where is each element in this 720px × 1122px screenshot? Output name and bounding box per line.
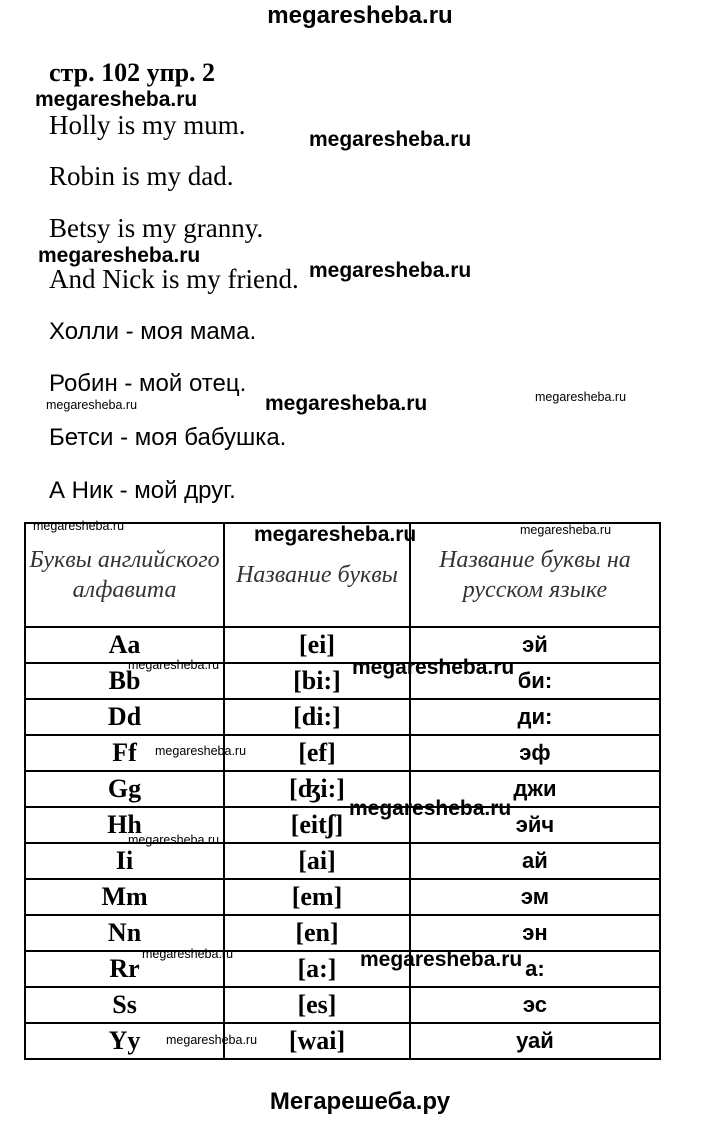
watermark: megaresheba.ru xyxy=(535,390,627,404)
cell-letter: Nn xyxy=(25,915,224,951)
cell-letter: Dd xyxy=(25,699,224,735)
cell-transcription: [ʤi:] xyxy=(224,771,410,807)
watermark: megaresheba.ru xyxy=(309,259,472,282)
site-header: megaresheba.ru xyxy=(267,2,453,29)
watermark: megaresheba.ru xyxy=(520,523,612,537)
cell-russian-name: джи xyxy=(410,771,660,807)
cell-transcription: [di:] xyxy=(224,699,410,735)
watermark: megaresheba.ru xyxy=(128,658,220,672)
header-letter-name: Название буквы xyxy=(224,523,410,627)
table-row xyxy=(25,771,660,807)
cell-transcription: [eitʃ] xyxy=(224,807,410,843)
table-body xyxy=(25,627,660,1059)
cell-russian-name: уай xyxy=(410,1023,660,1059)
alphabet-table xyxy=(24,522,661,1060)
watermark: megaresheba.ru xyxy=(254,523,417,546)
cell-russian-name: эн xyxy=(410,915,660,951)
english-line-4: And Nick is my friend. xyxy=(49,264,299,294)
cell-letter: Gg xyxy=(25,771,224,807)
table-row xyxy=(25,663,660,699)
cell-russian-name: эм xyxy=(410,879,660,915)
cell-transcription: [es] xyxy=(224,987,410,1023)
cell-letter: Mm xyxy=(25,879,224,915)
cell-letter: Ii xyxy=(25,843,224,879)
russian-line-2: Робин - мой отец. xyxy=(49,370,247,397)
watermark: megaresheba.ru xyxy=(142,947,234,961)
english-line-2: Robin is my dad. xyxy=(49,161,234,191)
table-row xyxy=(25,627,660,663)
cell-transcription: [ai] xyxy=(224,843,410,879)
watermark: megaresheba.ru xyxy=(352,656,515,679)
table-row xyxy=(25,1023,660,1059)
cell-russian-name: эс xyxy=(410,987,660,1023)
table-row xyxy=(25,735,660,771)
table-row xyxy=(25,915,660,951)
site-footer: Мегарешеба.ру xyxy=(269,1088,451,1115)
table-row xyxy=(25,699,660,735)
cell-letter: Ss xyxy=(25,987,224,1023)
watermark: megaresheba.ru xyxy=(349,797,512,820)
cell-letter: Yy xyxy=(25,1023,224,1059)
cell-russian-name: а: xyxy=(410,951,660,987)
cell-letter: Bb xyxy=(25,663,224,699)
watermark: megaresheba.ru xyxy=(35,88,198,111)
english-line-3: Betsy is my granny. xyxy=(49,213,264,243)
russian-line-3: Бетси - моя бабушка. xyxy=(49,424,287,451)
watermark: megaresheba.ru xyxy=(309,128,472,151)
cell-transcription: [en] xyxy=(224,915,410,951)
cell-russian-name: эф xyxy=(410,735,660,771)
exercise-title: стр. 102 упр. 2 xyxy=(49,58,216,87)
table-row xyxy=(25,807,660,843)
watermark: megaresheba.ru xyxy=(265,392,428,415)
russian-line-1: Холли - моя мама. xyxy=(49,318,257,345)
watermark: megaresheba.ru xyxy=(166,1033,258,1047)
russian-line-4: А Ник - мой друг. xyxy=(49,477,236,504)
watermark: megaresheba.ru xyxy=(360,948,523,971)
header-letters: Буквы английского алфавита xyxy=(25,523,224,627)
table-row xyxy=(25,987,660,1023)
cell-russian-name: эйч xyxy=(410,807,660,843)
header-russian-name: Название буквы на русском языке xyxy=(410,523,660,627)
cell-letter: Aa xyxy=(25,627,224,663)
cell-russian-name: эй xyxy=(410,627,660,663)
cell-russian-name: ай xyxy=(410,843,660,879)
cell-transcription: [wai] xyxy=(224,1023,410,1059)
table-row xyxy=(25,843,660,879)
cell-transcription: [em] xyxy=(224,879,410,915)
table-row xyxy=(25,951,660,987)
cell-letter: Hh xyxy=(25,807,224,843)
cell-transcription: [a:] xyxy=(224,951,410,987)
cell-letter: Ff xyxy=(25,735,224,771)
cell-transcription: [ei] xyxy=(224,627,410,663)
watermark: megaresheba.ru xyxy=(155,744,247,758)
watermark: megaresheba.ru xyxy=(128,833,220,847)
watermark: megaresheba.ru xyxy=(38,244,201,267)
english-line-1: Holly is my mum. xyxy=(49,110,246,140)
cell-letter: Rr xyxy=(25,951,224,987)
table-row xyxy=(25,879,660,915)
cell-russian-name: би: xyxy=(410,663,660,699)
cell-transcription: [bi:] xyxy=(224,663,410,699)
cell-russian-name: ди: xyxy=(410,699,660,735)
watermark: megaresheba.ru xyxy=(46,398,138,412)
cell-transcription: [ef] xyxy=(224,735,410,771)
watermark: megaresheba.ru xyxy=(33,519,125,533)
